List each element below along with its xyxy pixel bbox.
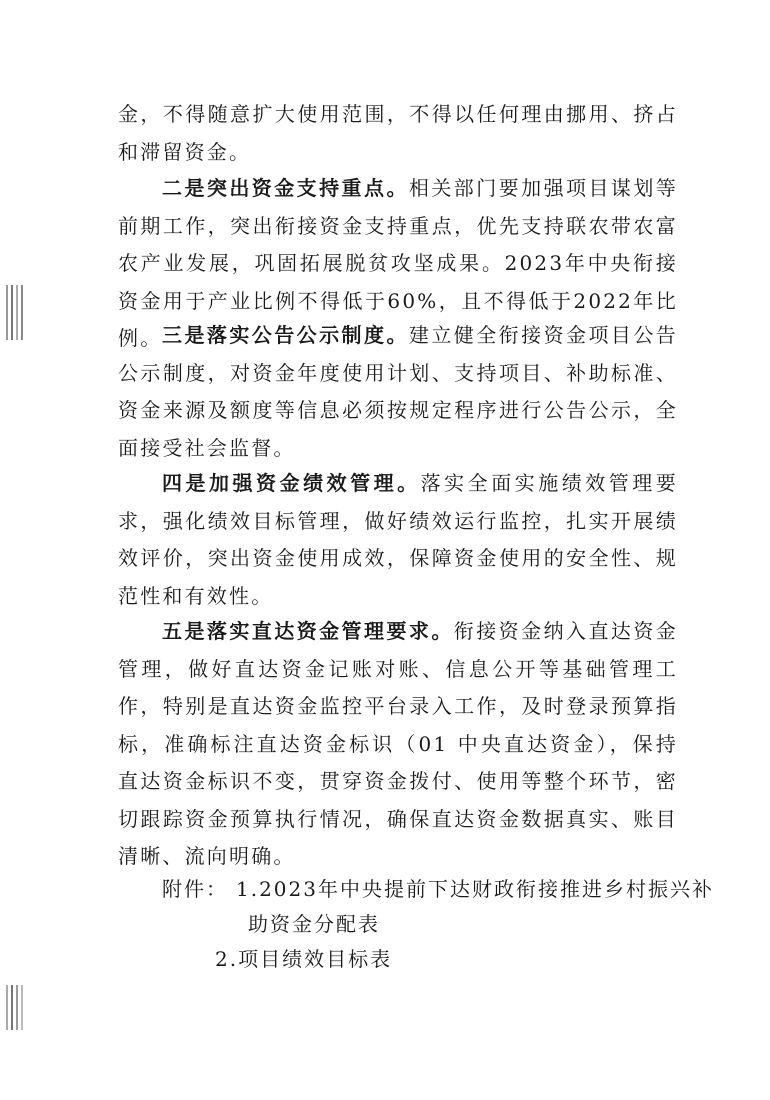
attachment-item-2: 2.项目绩效目标表 [215, 947, 393, 971]
paragraph-public-notice [118, 317, 678, 467]
paragraph-text: 衔接资金纳入直达资金管理，做好直达资金记账对账、信息公开等基础管理工作，特别是直达资金监控平台录入工作，及时登录预算指标，准确标注直达资金标识（01 中央直达资金），保持直达资金标识不变，贯穿资金拨付、使用等整个环节，密切跟踪资金预算执行情况，确保直达资金数据真实、账目清晰、流向明确。 [118, 619, 679, 868]
scan-binding-mark [0, 985, 30, 1030]
attachment-item-1: 1.2023年中央提前下达财政衔接推进乡村振兴补 [236, 877, 714, 901]
paragraph-text: 建立健全衔接资金项目公告公示制度，对资金年度使用计划、支持项目、补助标准、资金来源及额度等信息必须按规定程序进行公告公示，全面接受社会监督。 [118, 323, 679, 460]
paragraph-text: 相关部门要加强项目谋划等前期工作，突出衔接资金支持重点，优先支持联农带农富农产业发展，巩固拓展脱贫攻坚成果。2023年中央衔接资金用于产业比例不得低于60%，且不得低于2022年比例。 [118, 176, 679, 350]
attachments-label: 附件： [162, 877, 228, 901]
paragraph-performance-management [118, 465, 678, 615]
scan-binding-mark [0, 285, 30, 340]
paragraph-text: 金，不得随意扩大使用范围，不得以任何理由挪用、挤占和滞留资金。 [118, 102, 678, 164]
paragraph-text: 落实全面实施绩效管理要求，强化绩效目标管理，做好绩效运行监控，扎实开展绩效评价，突出资金使用成效，保障资金使用的安全性、规范性和有效性。 [118, 471, 678, 608]
paragraph-heading: 二是突出资金支持重点。 [162, 176, 409, 200]
paragraph-heading: 五是落实直达资金管理要求。 [162, 619, 454, 643]
paragraph-heading: 四是加强资金绩效管理。 [162, 471, 421, 495]
attachment-item-1-continuation: 助资金分配表 [248, 912, 380, 936]
paragraph-continuation [118, 96, 678, 171]
paragraph-direct-funds [118, 613, 678, 876]
paragraph-heading: 三是落实公告公示制度。 [162, 323, 409, 347]
